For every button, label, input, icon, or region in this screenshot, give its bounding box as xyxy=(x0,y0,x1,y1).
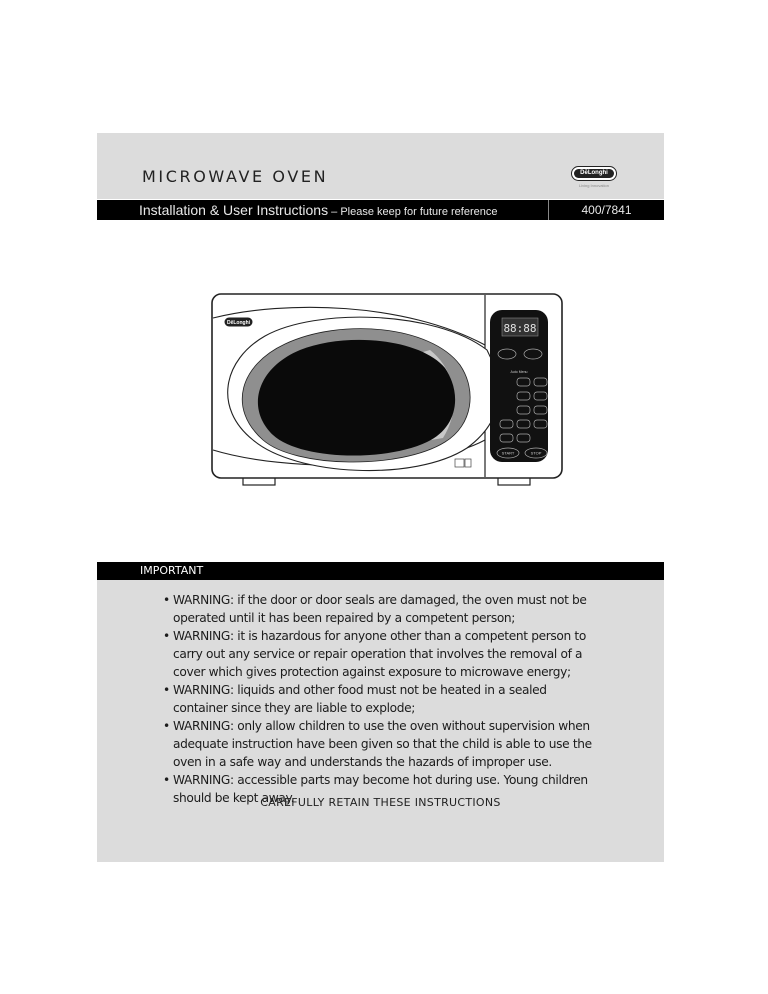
cover-header xyxy=(97,133,664,199)
warning-line: oven in a safe way and understands the hazards of improper use. xyxy=(173,755,552,769)
important-heading: IMPORTANT xyxy=(97,562,664,580)
retain-instructions-note: CAREFULLY RETAIN THESE INSTRUCTIONS xyxy=(260,796,501,809)
document-code: 400/7841 xyxy=(581,203,632,217)
brand-tagline: Living Innovation xyxy=(578,183,610,188)
svg-text:DēLonghi: DēLonghi xyxy=(226,320,251,326)
warning-line: carry out any service or repair operation that involves the removal of a xyxy=(173,647,583,661)
microwave-illustration xyxy=(205,290,565,490)
warning-item xyxy=(163,627,633,681)
warning-line: should be kept away. xyxy=(173,791,295,805)
brand-logo-text: DēLonghi xyxy=(574,169,614,178)
important-section xyxy=(97,580,664,862)
svg-text:STOP: STOP xyxy=(530,450,542,456)
svg-text:88:88: 88:88 xyxy=(503,322,537,335)
warning-line: WARNING: if the door or door seals are damaged, the oven must not be xyxy=(173,593,587,607)
warning-line: adequate instruction have been given so that the child is able to use the xyxy=(173,737,592,751)
warning-line: WARNING: only allow children to use the oven without supervision when xyxy=(173,719,590,733)
warning-line: container since they are liable to explode; xyxy=(173,701,416,715)
subtitle-main: Installation & User Instructions xyxy=(139,202,329,218)
svg-text:Auto Menu: Auto Menu xyxy=(510,370,528,374)
warning-item xyxy=(163,681,633,717)
subtitle xyxy=(97,200,548,220)
bullet: • xyxy=(163,719,170,733)
subtitle-bar xyxy=(97,200,664,220)
subtitle-note: Please keep for future reference xyxy=(340,206,498,218)
svg-text:START: START xyxy=(501,450,515,456)
warning-line: WARNING: liquids and other food must not be heated in a sealed xyxy=(173,683,547,697)
subtitle-separator: – xyxy=(328,206,341,218)
warning-line: operated until it has been repaired by a competent person; xyxy=(173,611,516,625)
warning-line: WARNING: it is hazardous for anyone other than a competent person to xyxy=(173,629,586,643)
bullet: • xyxy=(163,629,170,643)
bullet: • xyxy=(163,593,170,607)
document-title: MICROWAVE OVEN xyxy=(142,167,329,186)
warning-line: WARNING: accessible parts may become hot during use. Young children xyxy=(173,773,588,787)
warning-list xyxy=(163,591,633,807)
warning-item xyxy=(163,717,633,771)
bullet: • xyxy=(163,683,170,697)
warning-line: cover which gives protection against exposure to microwave energy; xyxy=(173,665,571,679)
brand-logo xyxy=(571,166,617,181)
bullet: • xyxy=(163,773,170,787)
warning-item xyxy=(163,591,633,627)
